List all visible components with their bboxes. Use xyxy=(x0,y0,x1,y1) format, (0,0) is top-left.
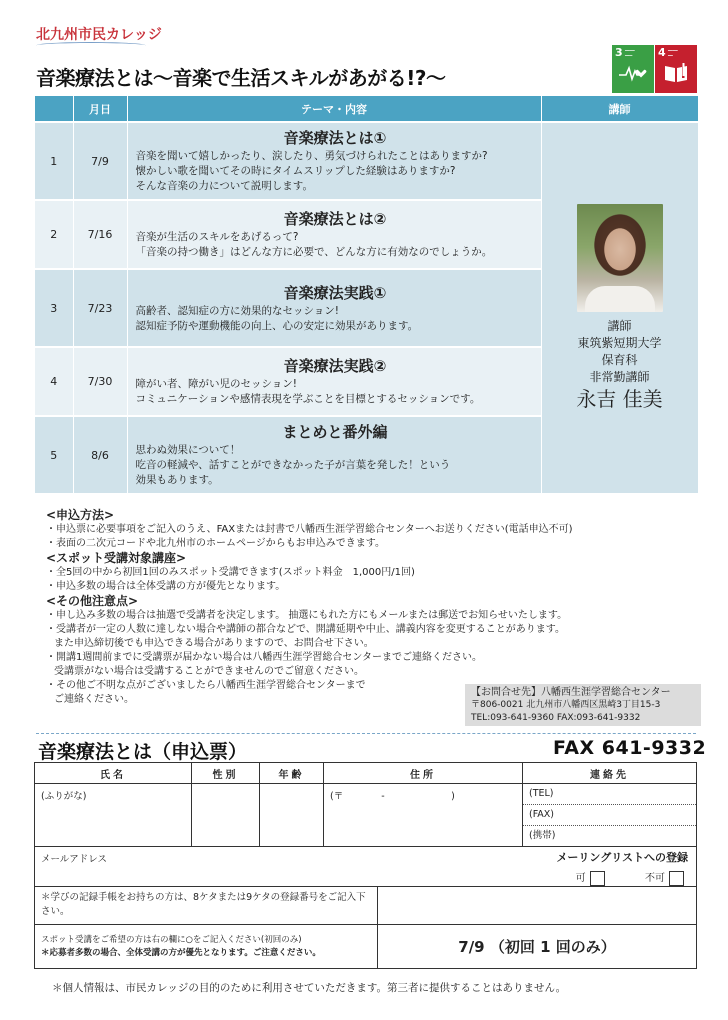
college-logo: 北九州市民カレッジ xyxy=(36,27,162,43)
form-header-age: 年齢 xyxy=(260,763,324,784)
address-field[interactable] xyxy=(324,784,523,847)
col-header-date: 月日 xyxy=(73,96,127,122)
page-title: 音楽療法とは～音楽で生活スキルがあがる!?～ xyxy=(36,66,446,90)
session-content xyxy=(127,416,541,494)
heartbeat-icon xyxy=(612,63,654,87)
session-content xyxy=(127,347,541,416)
spot-note-cell xyxy=(35,925,378,969)
session-content xyxy=(127,122,541,200)
note-item: ・申し込み多数の場合は抽選で受講者を決定します。 抽選にもれた方にもメールまたは郵送でお知らせいたします。 xyxy=(46,610,568,621)
mailing-list-cell xyxy=(523,847,697,887)
form-header-gender: 性別 xyxy=(192,763,260,784)
mailing-no-label: 不可 xyxy=(645,873,665,884)
notes-heading-application: <申込方法> xyxy=(46,508,115,522)
session-theme: 音楽療法実践② xyxy=(283,357,387,375)
session-desc-line: 高齢者、認知症の方に効果的なセッション! xyxy=(135,304,339,317)
teacher-department: 保育科 xyxy=(601,353,638,367)
col-header-no xyxy=(35,96,73,122)
tel-field[interactable]: (TEL) xyxy=(523,784,696,805)
session-desc-line: そんな音楽の力について説明します。 xyxy=(135,180,313,192)
email-label: メールアドレス xyxy=(41,854,108,865)
session-desc-line: 吃音の軽減や、話すことができなかった子が言葉を発した！という xyxy=(135,459,451,471)
note-item: また申込締切後でも申込できる場合がありますので、お問合せ下さい。 xyxy=(54,638,374,649)
notes-heading-other: <その他注意点> xyxy=(46,594,139,608)
session-theme: 音楽療法とは① xyxy=(283,129,387,147)
contact-phone: TEL:093-641-9360 FAX:093-641-9332 xyxy=(471,713,641,723)
spot-session-field[interactable]: 7/9 （初回 1 回のみ） xyxy=(378,925,697,969)
teacher-photo xyxy=(577,204,663,312)
form-header-contact: 連絡先 xyxy=(523,763,697,784)
mailing-yes-label: 可 xyxy=(575,873,586,884)
notes-heading-spot: <スポット受講対象講座> xyxy=(46,551,187,565)
schedule-table xyxy=(35,96,699,495)
session-number: 2 xyxy=(35,200,73,269)
contact-box xyxy=(465,684,701,726)
session-desc-line: 思わぬ効果について！ xyxy=(135,444,241,456)
mailing-list-title: メーリングリストへの登録 xyxy=(556,851,688,864)
session-desc-line: 障がい者、障がい児のセッション! xyxy=(135,378,297,390)
session-date: 8/6 xyxy=(73,416,127,494)
session-desc-line: 認知症予防や運動機能の向上、心の安定に効果があります。 xyxy=(135,319,419,332)
session-number: 4 xyxy=(35,347,73,416)
note-item: 受講票がない場合は受講することができませんのでご留意ください。 xyxy=(54,666,364,677)
session-content xyxy=(127,269,541,347)
session-desc-line: 懐かしい歌を聞いてその時にタイムスリップした経験はありますか? xyxy=(135,165,456,177)
age-field[interactable] xyxy=(260,784,324,847)
note-item: ・表面の二次元コードや北九州市のホームページからもお申込みできます。 xyxy=(46,538,385,549)
spot-priority-note: ＊応募者多数の場合、全体受講の方が優先となります。ご注意ください。 xyxy=(41,947,321,958)
schedule-header-row xyxy=(35,96,698,122)
teacher-affiliation: 東筑紫短期大学 xyxy=(577,336,662,350)
contact-title: 【お問合せ先】八幡西生涯学習総合センター xyxy=(471,687,671,698)
session-date: 7/30 xyxy=(73,347,127,416)
furigana-label: (ふりがな) xyxy=(41,791,87,802)
teacher-name: 永吉 佳美 xyxy=(576,387,663,411)
note-item: ・その他ご不明な点がございましたら八幡西生涯学習総合センターまで xyxy=(46,680,366,691)
teacher-position: 非常勤講師 xyxy=(589,370,650,384)
note-item: ・全5回の中から初回1回のみスポット受講できます(スポット料金 1,000円/1回) xyxy=(46,567,415,578)
sdg-number: 3 xyxy=(615,46,623,59)
contact-fields xyxy=(523,784,697,847)
note-item: ・開講1週間前までに受講票が届かない場合は八幡西生涯学習総合センターまでご連絡ください。 xyxy=(46,652,482,663)
fax-field[interactable]: (FAX) xyxy=(523,805,696,826)
sdg-3-icon: 3 ━━━━ ━━━ xyxy=(612,45,654,93)
book-icon xyxy=(655,63,697,88)
application-form xyxy=(34,762,697,969)
name-field[interactable] xyxy=(35,784,192,847)
session-theme: まとめと番外編 xyxy=(282,423,388,441)
session-number: 5 xyxy=(35,416,73,494)
note-item: ・申込多数の場合は全体受講の方が優先となります。 xyxy=(46,581,286,592)
teacher-role: 講師 xyxy=(607,319,632,333)
sdg-number: 4 xyxy=(658,46,666,59)
contact-address: 〒806-0021 北九州市八幡西区黒崎3丁目15-3 xyxy=(471,700,661,710)
note-item: ご連絡ください。 xyxy=(54,694,134,705)
session-date: 7/23 xyxy=(73,269,127,347)
teacher-cell xyxy=(541,122,698,494)
session-theme: 音楽療法実践① xyxy=(283,283,387,302)
session-theme: 音楽療法とは② xyxy=(283,210,387,228)
session-content xyxy=(127,200,541,269)
passbook-number-field[interactable] xyxy=(378,887,697,925)
session-number: 1 xyxy=(35,122,73,200)
email-field[interactable] xyxy=(35,847,523,887)
session-desc-line: コミュニケーションや感情表現を学ぶことを目標とするセッションです。 xyxy=(135,393,481,405)
session-desc-line: 音楽を聞いて嬉しかったり、涙したり、勇気づけられたことはありますか? xyxy=(135,150,488,162)
sdg-4-icon: 4 ━━━━ ━━ xyxy=(655,45,697,93)
session-desc-line: 音楽が生活のスキルをあげるって? xyxy=(135,231,299,243)
form-header-name: 氏名 xyxy=(35,763,192,784)
col-header-teacher: 講師 xyxy=(541,96,698,122)
logo-swoosh xyxy=(36,42,146,49)
spot-note: スポット受講をご希望の方は右の欄に○をご記入ください(初回のみ) xyxy=(41,934,302,945)
cut-line xyxy=(36,733,696,734)
form-title: 音楽療法とは（申込票） xyxy=(38,741,248,763)
session-desc-line: 効果もあります。 xyxy=(135,474,219,486)
note-item: ・申込票に必要事項をご記入のうえ、FAXまたは封書で八幡西生涯学習総合センターへお送りください(電話申込不可) xyxy=(46,524,573,535)
form-header-address: 住所 xyxy=(324,763,523,784)
postal-label: (〒 - ) xyxy=(330,791,455,802)
passbook-note: ＊学びの記録手帳をお持ちの方は、8ケタまたは9ケタの登録番号をご記入下さい。 xyxy=(35,887,378,925)
mobile-field[interactable]: (携帯) xyxy=(529,830,556,841)
privacy-note: ＊個人情報は、市民カレッジの目的のために利用させていただきます。第三者に提供することはありません。 xyxy=(52,982,567,994)
session-date: 7/16 xyxy=(73,200,127,269)
mailing-no-checkbox[interactable] xyxy=(669,871,684,886)
notes-section xyxy=(46,508,706,707)
session-number: 3 xyxy=(35,269,73,347)
session-date: 7/9 xyxy=(73,122,127,200)
mailing-yes-checkbox[interactable] xyxy=(590,871,605,886)
note-item: ・受講者が一定の人数に達しない場合や講師の都合などで、開講延期や中止、講義内容を変更することがあります。 xyxy=(46,624,565,635)
gender-field[interactable] xyxy=(192,784,260,847)
col-header-theme: テーマ・内容 xyxy=(127,96,541,122)
fax-number: FAX 641-9332 xyxy=(553,737,707,759)
session-desc-line: 「音楽の持つ働き」はどんな方に必要で、どんな方に有効なのでしょうか。 xyxy=(135,246,493,258)
schedule-row xyxy=(35,122,698,200)
